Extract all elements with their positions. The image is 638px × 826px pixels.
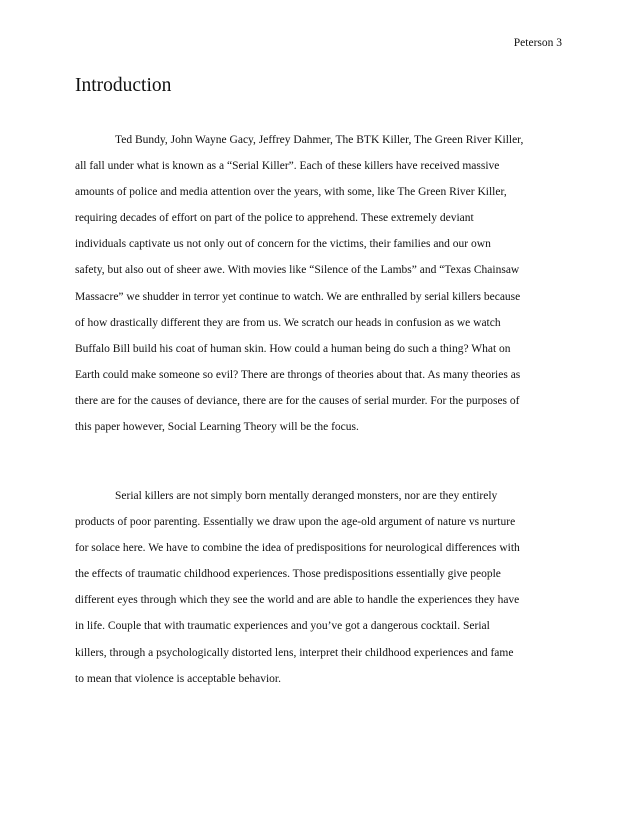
paragraph-introduction-1 xyxy=(75,133,565,446)
text-line: Ted Bundy, John Wayne Gacy, Jeffrey Dahmer, The BTK Killer, The Green River Killer, xyxy=(115,134,524,146)
text-line: Massacre” we shudder in terror yet continue to watch. We are enthralled by serial killers because xyxy=(75,290,521,303)
text-line: Earth could make someone so evil? There are throngs of theories about that. As many theories as xyxy=(75,368,521,381)
running-head: Peterson 3 xyxy=(513,37,562,49)
text-line: the effects of traumatic childhood experiences. Those predispositions essentially give people xyxy=(75,568,501,581)
text-line: for solace here. We have to combine the idea of predispositions for neurological differences with xyxy=(75,542,520,555)
text-line: killers, through a psychologically distorted lens, interpret their childhood experiences and fame xyxy=(75,646,514,659)
text-line: there are for the causes of deviance, there are for the causes of serial murder. For the purposes of xyxy=(75,394,520,407)
text-line: to mean that violence is acceptable behavior. xyxy=(75,672,281,685)
text-line: safety, but also out of sheer awe. With movies like “Silence of the Lambs” and “Texas Chainsaw xyxy=(75,264,520,277)
text-line: Serial killers are not simply born mentally deranged monsters, nor are they entirely xyxy=(115,490,498,502)
text-line: individuals captivate us not only out of concern for the victims, their families and our own xyxy=(75,238,491,251)
paragraph-introduction-2 xyxy=(75,489,565,698)
text-line: amounts of police and media attention over the years, with some, like The Green River Killer, xyxy=(75,186,507,199)
text-line: Buffalo Bill build his coat of human skin. How could a human being do such a thing? What on xyxy=(75,342,511,355)
text-line: this paper however, Social Learning Theory will be the focus. xyxy=(75,421,359,434)
text-line: different eyes through which they see the world and are able to handle the experiences they have xyxy=(75,594,520,607)
section-heading: Introduction xyxy=(75,75,172,96)
text-line: in life. Couple that with traumatic experiences and you’ve got a dangerous cocktail. Serial xyxy=(75,620,490,633)
text-line: requiring decades of effort on part of the police to apprehend. These extremely deviant xyxy=(75,212,474,225)
text-line: products of poor parenting. Essentially we draw upon the age-old argument of nature vs nurture xyxy=(75,516,516,529)
text-line: all fall under what is known as a “Serial Killer”. Each of these killers have received massive xyxy=(75,160,500,173)
text-line: of how drastically different they are from us. We scratch our heads in confusion as we watch xyxy=(75,316,501,329)
